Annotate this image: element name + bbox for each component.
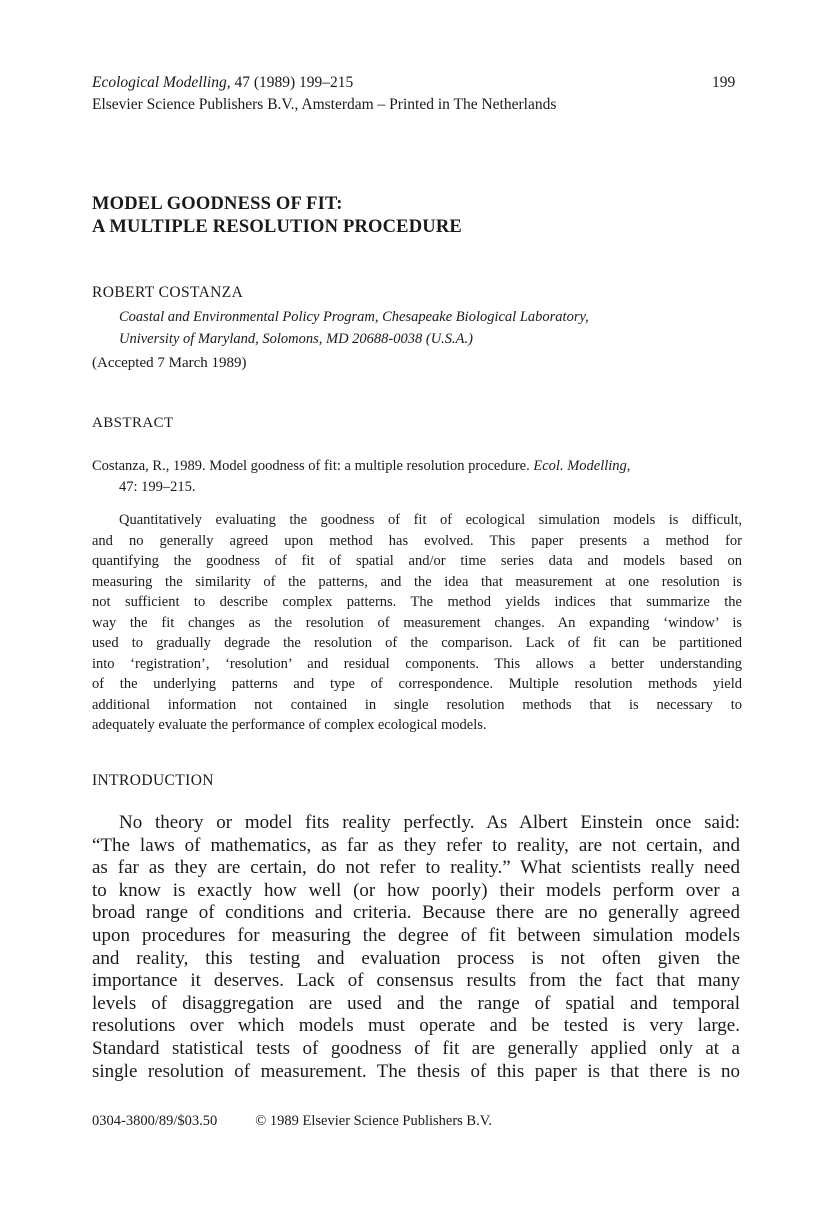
abstract-body <box>92 510 742 736</box>
citation-volume: 47: 199–215. <box>119 479 196 495</box>
introduction-line: and reality, this testing and evaluation process is not often given the <box>92 947 740 969</box>
abstract-line: used to gradually degrade the resolution of the comparison. Lack of fit can be partitioned <box>92 635 742 651</box>
introduction-line: to know is exactly how well (or how poorly) their models perform over a <box>92 879 740 901</box>
introduction-line: resolutions over which models must operate and be tested is very large. <box>92 1015 740 1037</box>
introduction-heading: INTRODUCTION <box>92 772 214 789</box>
journal-name: Ecological Modelling, <box>92 74 231 91</box>
abstract-line: and no generally agreed upon method has evolved. This paper presents a method for <box>92 532 742 549</box>
paper-title <box>92 193 462 239</box>
paper-title-line-2: A MULTIPLE RESOLUTION PROCEDURE <box>92 217 462 237</box>
abstract-line: way the fit changes as the resolution of measurement changes. An expanding ‘window’ is <box>92 614 742 631</box>
footer <box>92 1113 492 1130</box>
introduction-line: Standard statistical tests of goodness of fit are generally applied only at a <box>92 1037 740 1059</box>
citation-text: Costanza, R., 1989. Model goodness of fit: a multiple resolution procedure. <box>92 458 530 474</box>
abstract-line: quantifying the goodness of fit of spatial and/or time series data and models based on <box>92 553 742 569</box>
citation-journal: Ecol. Modelling, <box>533 458 631 474</box>
abstract-line: additional information not contained in single resolution methods that is necessary to <box>92 696 742 713</box>
abstract-heading: ABSTRACT <box>92 415 174 431</box>
introduction-body <box>92 812 740 1083</box>
introduction-line: as far as they are certain, do not refer to reality.” What scientists really need <box>92 857 740 879</box>
introduction-line: No theory or model fits reality perfectly. As Albert Einstein once said: <box>119 812 740 833</box>
author-name: ROBERT COSTANZA <box>92 284 244 301</box>
introduction-line: broad range of conditions and criteria. Because there are no generally agreed <box>92 902 740 924</box>
abstract-line: of the underlying patterns and type of correspondence. Multiple resolution methods yield <box>92 676 742 692</box>
journal-issue: 47 (1989) 199–215 <box>230 74 354 91</box>
abstract-line: not sufficient to describe complex patterns. The method yields indices that summarize the <box>92 594 742 610</box>
paper-title-line-1: MODEL GOODNESS OF FIT: <box>92 194 343 214</box>
author-affiliation <box>119 306 589 350</box>
introduction-line: single resolution of measurement. The thesis of this paper is that there is no <box>92 1060 740 1082</box>
issn-price: 0304-3800/89/$03.50 <box>92 1113 218 1129</box>
introduction-line: levels of disaggregation are used and the range of spatial and temporal <box>92 992 740 1014</box>
abstract-line: adequately evaluate the performance of complex ecological models. <box>92 717 487 733</box>
abstract-line: into ‘registration’, ‘resolution’ and residual components. This allows a better understanding <box>92 655 742 672</box>
affiliation-line-1: Coastal and Environmental Policy Program, Chesapeake Biological Laboratory, <box>119 309 589 325</box>
abstract-citation <box>92 456 742 498</box>
journal-citation-line <box>92 74 353 92</box>
introduction-line: importance it deserves. Lack of consensus results from the fact that many <box>92 970 740 992</box>
publisher-line: Elsevier Science Publishers B.V., Amsterdam – Printed in The Netherlands <box>92 96 557 113</box>
accepted-date: (Accepted 7 March 1989) <box>92 355 247 371</box>
affiliation-line-2: University of Maryland, Solomons, MD 20688-0038 (U.S.A.) <box>119 331 473 347</box>
page-number: 199 <box>712 74 736 91</box>
copyright-notice: © 1989 Elsevier Science Publishers B.V. <box>255 1113 492 1129</box>
introduction-line: “The laws of mathematics, as far as they refer to reality, are not certain, and <box>92 834 740 856</box>
introduction-line: upon procedures for measuring the degree of fit between simulation models <box>92 924 740 946</box>
abstract-line: measuring the similarity of the patterns, and the idea that measurement at one resolution is <box>92 573 742 590</box>
abstract-line: Quantitatively evaluating the goodness of fit of ecological simulation models is difficult, <box>119 512 742 528</box>
